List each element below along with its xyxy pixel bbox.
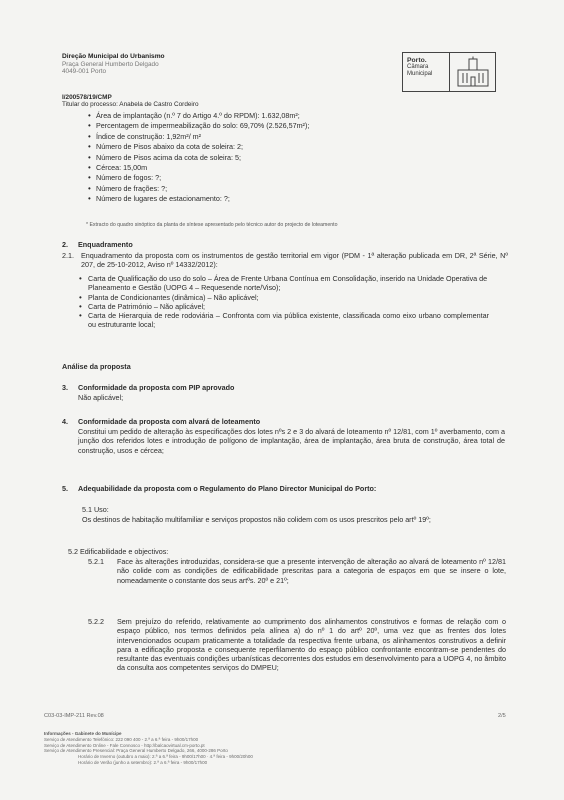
info-title: Informações - Gabinete do Munícipe (44, 731, 122, 736)
section-2-heading: 2. Enquadramento (62, 240, 133, 249)
list-item: • Percentagem de impermeabilização do solo: 69,70% (2.526,57m²); (88, 121, 310, 131)
section-2-1: 2.1. Enquadramento da proposta com os instrumentos de gestão territorial em vigor (PDM - 1ª alteração publicada em DR, 2ª Série, Nº 207, de 25-10-2012, Aviso nº 14332/2012): (62, 251, 508, 270)
document-code: C03-03-IMP-211 Rev.08 (44, 713, 104, 719)
process-info (62, 94, 199, 109)
section-5-1-heading: 5.1 Uso: (82, 505, 109, 514)
section-3-text: Não aplicável; (78, 393, 124, 402)
footnote: * Extracto do quadro sinóptico da planta de síntese apresentado pelo técnico autor do projecto de loteamento (86, 222, 338, 228)
list-item: • Número de Pisos acima da cota de soleira: 5; (88, 152, 242, 162)
section-5-2-heading: 5.2 Edificabilidade e objectivos: (68, 547, 169, 556)
section-2-list (79, 274, 489, 330)
section-5-2-1: 5.2.1 Face às alterações introduzidas, considera-se que a presente intervenção de alteração ao alvará de loteamento nº 12/81 não colide com as condições de edificabilidade prescritas para a categoria de espaços em que se insere o lote, nomeadamente o constante dos seus artºs. 20º e 21º; (88, 557, 506, 585)
address-line-1: Praça General Humberto Delgado (62, 60, 159, 68)
info-line: Serviço de Atendimento Online - Fale Connosco - http://balcaovirtual.cm-porto.pt (44, 742, 205, 748)
list-item: • Número de fogos: ?; (88, 173, 162, 183)
list-item: • Carta de Qualificação do uso do solo – Área de Frente Urbana Contínua em Consolidação, inserido na Unidade Operativa de Planeamento e Gestão (UOPG 4 – Requesende norte/Viso); (79, 274, 488, 293)
analysis-heading: Análise da proposta (62, 362, 131, 371)
logo-line-1: Câmara (407, 64, 429, 71)
list-item: • Carta de Património – Não aplicável; (79, 301, 206, 311)
letterhead (62, 53, 165, 76)
logo-name: Porto. (407, 57, 427, 64)
porto-logo (402, 52, 496, 92)
list-item: • Número de Pisos abaixo da cota de soleira: 2; (88, 142, 244, 152)
section-3-heading: 3. Conformidade da proposta com PIP aprovado (62, 383, 235, 392)
contact-info (44, 731, 253, 766)
list-item: • Número de frações: ?; (88, 183, 168, 193)
department-name: Direção Municipal do Urbanismo (62, 53, 165, 60)
info-line: Serviço de Atendimento Presencial: Praça General Humberto Delgado, 266, 4000-286 Porto (44, 748, 228, 754)
section-5-2-2: 5.2.2 Sem prejuízo do referido, relativamente ao cumprimento dos alinhamentos construtivos e formas de relação com o espaço público, nos termos definidos pela alínea a) do nº 1 do artº 20º, uma vez que as frentes dos lotes intervencionados ocupam praticamente a totalidade da respectiva frente urbana, os alinhamentos construtivos a definir para a edificação proposta e consequente reperfilamento do espaço público confrontante encontram-se pendentes do resultante das eventuais condições urbanísticas decorrentes dos estudos em desenvolvimento para a UOPG 4, no âmbito da consulta aos competentes serviços do DMPEU; (88, 617, 506, 673)
list-item: • Índice de construção: 1,92m²/ m² (88, 131, 202, 141)
list-item: • Carta de Hierarquia de rede rodoviária – Confronta com via pública existente, classificada como eixo urbano complementar ou estruturante local; (79, 311, 489, 330)
section-4-heading: 4. Conformidade da proposta com alvará de loteamento (62, 417, 261, 426)
logo-text (403, 53, 450, 91)
section-5-heading: 5. Adequabilidade da proposta com o Regulamento do Plano Director Municipal do Porto: (62, 484, 377, 493)
list-item: • Número de lugares de estacionamento: ?; (88, 194, 230, 204)
city-hall-icon (450, 53, 495, 91)
info-line: Horário de Verão (junho a setembro): 2.ª a 6.ª feira - 9h00/17h00 (78, 759, 208, 765)
logo-line-2: Municipal (407, 70, 433, 77)
info-line: Horário de Inverno (outubro a maio): 2.ª a 6.ª feira - 9h00/17h00 · 4.ª feira - 9h00/20h00 (78, 754, 253, 760)
process-number: I/200578/19/CMP (62, 94, 112, 101)
process-holder: Titular do processo: Anabela de Castro Cordeiro (62, 101, 199, 109)
section-4-text: Constitui um pedido de alteração às especificações dos lotes nºs 2 e 3 do alvará de loteamento nº 12/81, com 1º averbamento, com a junção dos referidos lotes e introdução de polígono de implantação, área de implantação, área bruta de construção, área total de construção, usos e cércea; (78, 427, 505, 455)
page-number: 2/5 (498, 713, 506, 719)
section-5-1-text: Os destinos de habitação multifamiliar e serviços propostos não colidem com os usos prescritos pelo artº 19º; (82, 515, 431, 524)
list-item: • Planta de Condicionantes (dinâmica) – Não aplicável; (79, 292, 259, 302)
indicator-list (88, 111, 309, 205)
address-line-2: 4049-001 Porto (62, 68, 107, 76)
list-item: • Cércea: 15,00m (88, 163, 148, 173)
info-line: Serviço de Atendimento Telefónico: 222 090 400 - 2.ª a 6.ª feira - 9h00/17h00 (44, 736, 199, 742)
list-item: • Área de implantação (n.º 7 do Artigo 4.º do RPDM): 1.632,08m²; (88, 111, 300, 120)
